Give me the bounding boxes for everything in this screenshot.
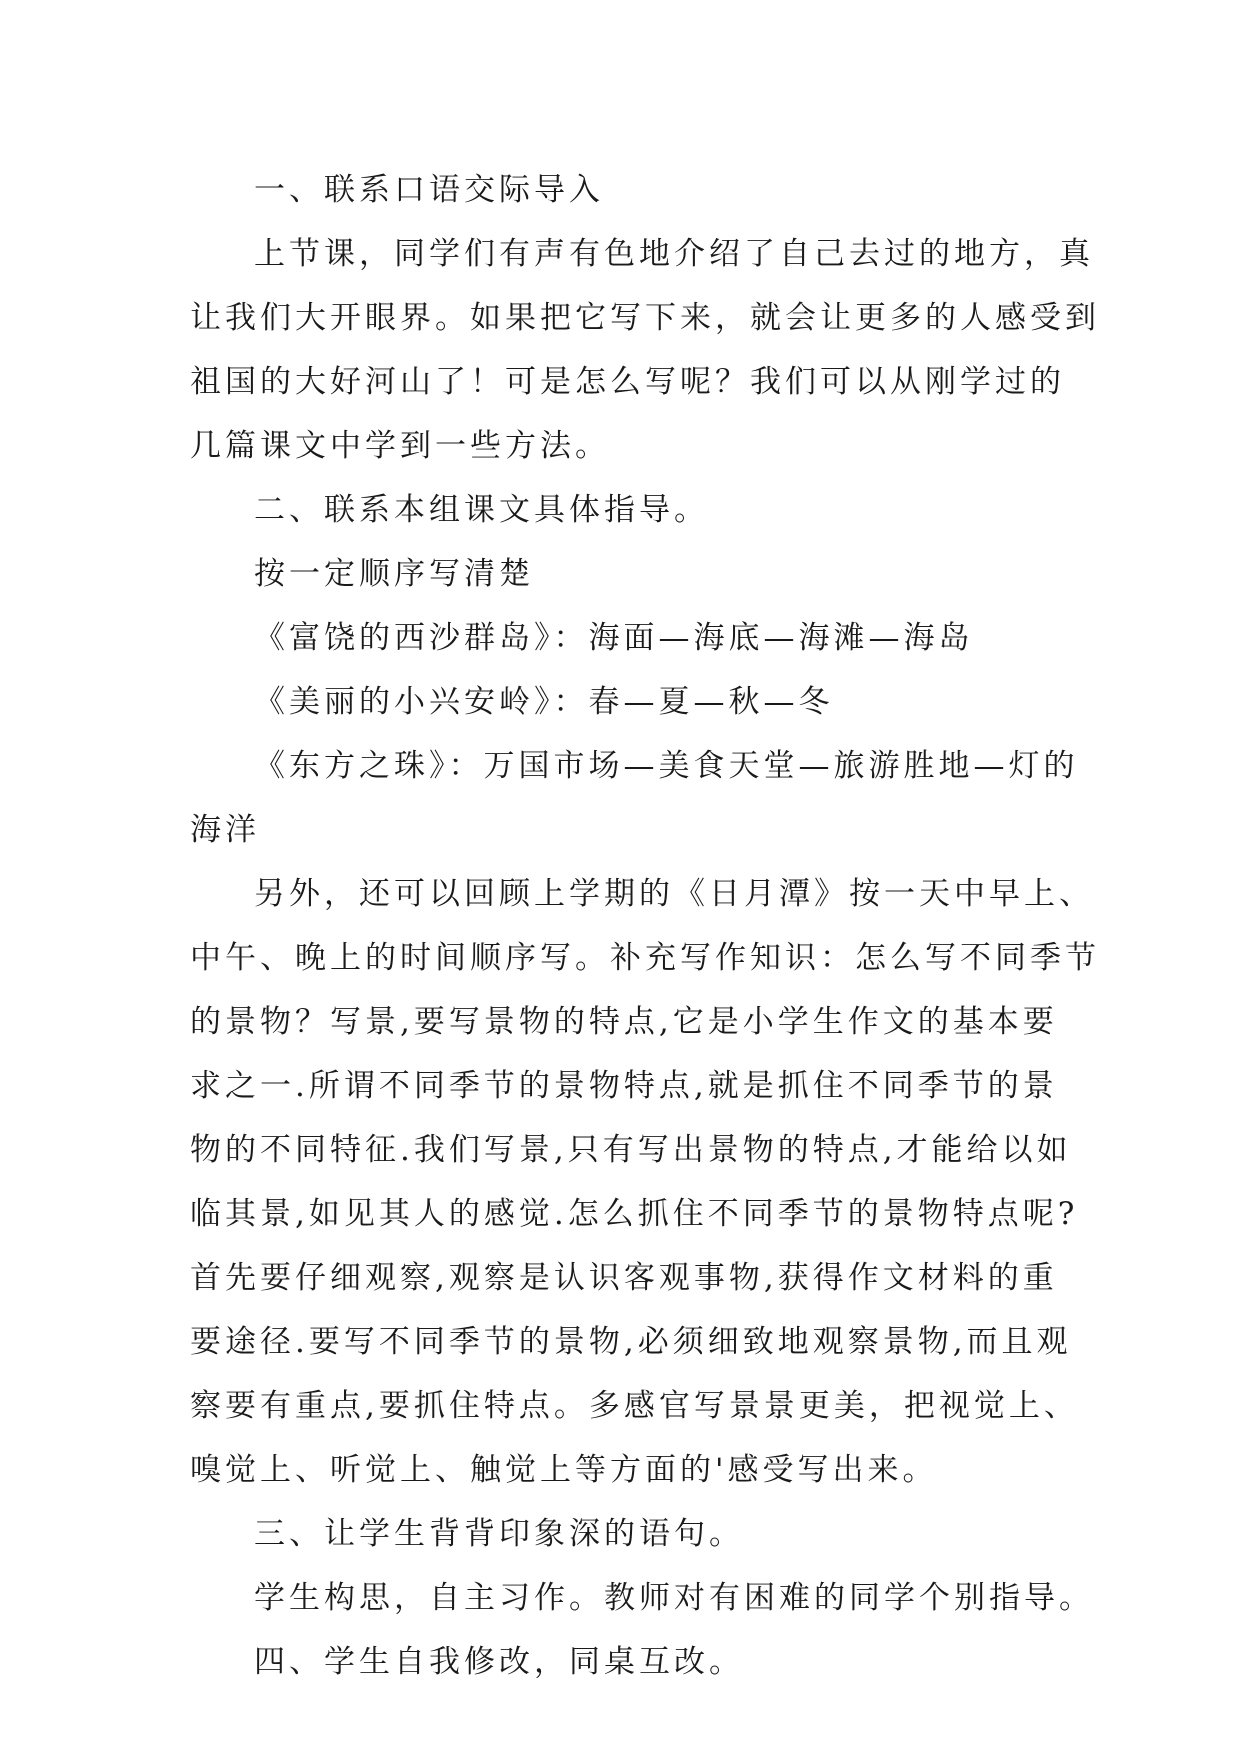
text-line: 二、联系本组课文具体指导。 bbox=[254, 492, 709, 528]
text-line: 另外，还可以回顾上学期的《日月潭》按一天中早上、 bbox=[254, 876, 1094, 912]
text-line: 祖国的大好河山了！可是怎么写呢？我们可以从刚学过的 bbox=[190, 364, 1065, 400]
paragraph bbox=[190, 862, 1100, 1502]
text-line: 《富饶的西沙群岛》：海面—海底—海滩—海岛 bbox=[254, 620, 974, 656]
document-body bbox=[190, 158, 1100, 1694]
text-line: 察要有重点,要抓住特点。多感官写景景更美，把视觉上、 bbox=[190, 1388, 1079, 1424]
paragraph bbox=[190, 1502, 1056, 1566]
text-line: 《东方之珠》：万国市场—美食天堂—旅游胜地—灯的 bbox=[254, 748, 1079, 784]
text-line: 嗅觉上、听觉上、触觉上等方面的'感受写出来。 bbox=[190, 1452, 938, 1488]
text-line: 一、联系口语交际导入 bbox=[254, 172, 604, 208]
text-line: 首先要仔细观察,观察是认识客观事物,获得作文材料的重 bbox=[190, 1260, 1058, 1296]
paragraph bbox=[190, 222, 1100, 478]
text-line: 按一定顺序写清楚 bbox=[254, 556, 534, 592]
text-line: 临其景,如见其人的感觉.怎么抓住不同季节的景物特点呢? bbox=[190, 1196, 1079, 1232]
text-line: 《美丽的小兴安岭》：春—夏—秋—冬 bbox=[254, 684, 834, 720]
text-line: 上节课，同学们有声有色地介绍了自己去过的地方，真 bbox=[254, 236, 1094, 272]
text-line: 要途径.要写不同季节的景物,必须细致地观察景物,而且观 bbox=[190, 1324, 1072, 1360]
paragraph bbox=[190, 734, 1079, 862]
paragraph bbox=[190, 1630, 1056, 1694]
paragraph bbox=[190, 158, 1056, 222]
text-line: 求之一.所谓不同季节的景物特点,就是抓住不同季节的景 bbox=[190, 1068, 1058, 1104]
paragraph bbox=[190, 606, 1056, 670]
text-line: 几篇课文中学到一些方法。 bbox=[190, 428, 610, 464]
text-line: 学生构思，自主习作。教师对有困难的同学个别指导。 bbox=[254, 1580, 1094, 1616]
paragraph bbox=[190, 478, 1056, 542]
text-line: 三、让学生背背印象深的语句。 bbox=[254, 1516, 744, 1552]
paragraph bbox=[190, 542, 1056, 606]
text-line: 中午、晚上的时间顺序写。补充写作知识：怎么写不同季节 bbox=[190, 940, 1100, 976]
text-line: 让我们大开眼界。如果把它写下来，就会让更多的人感受到 bbox=[190, 300, 1100, 336]
text-line: 四、学生自我修改，同桌互改。 bbox=[254, 1644, 744, 1680]
text-line: 的景物？写景,要写景物的特点,它是小学生作文的基本要 bbox=[190, 1004, 1058, 1040]
text-line: 海洋 bbox=[190, 812, 260, 848]
paragraph bbox=[190, 1566, 1094, 1630]
text-line: 物的不同特征.我们写景,只有写出景物的特点,才能给以如 bbox=[190, 1132, 1072, 1168]
paragraph bbox=[190, 670, 1056, 734]
